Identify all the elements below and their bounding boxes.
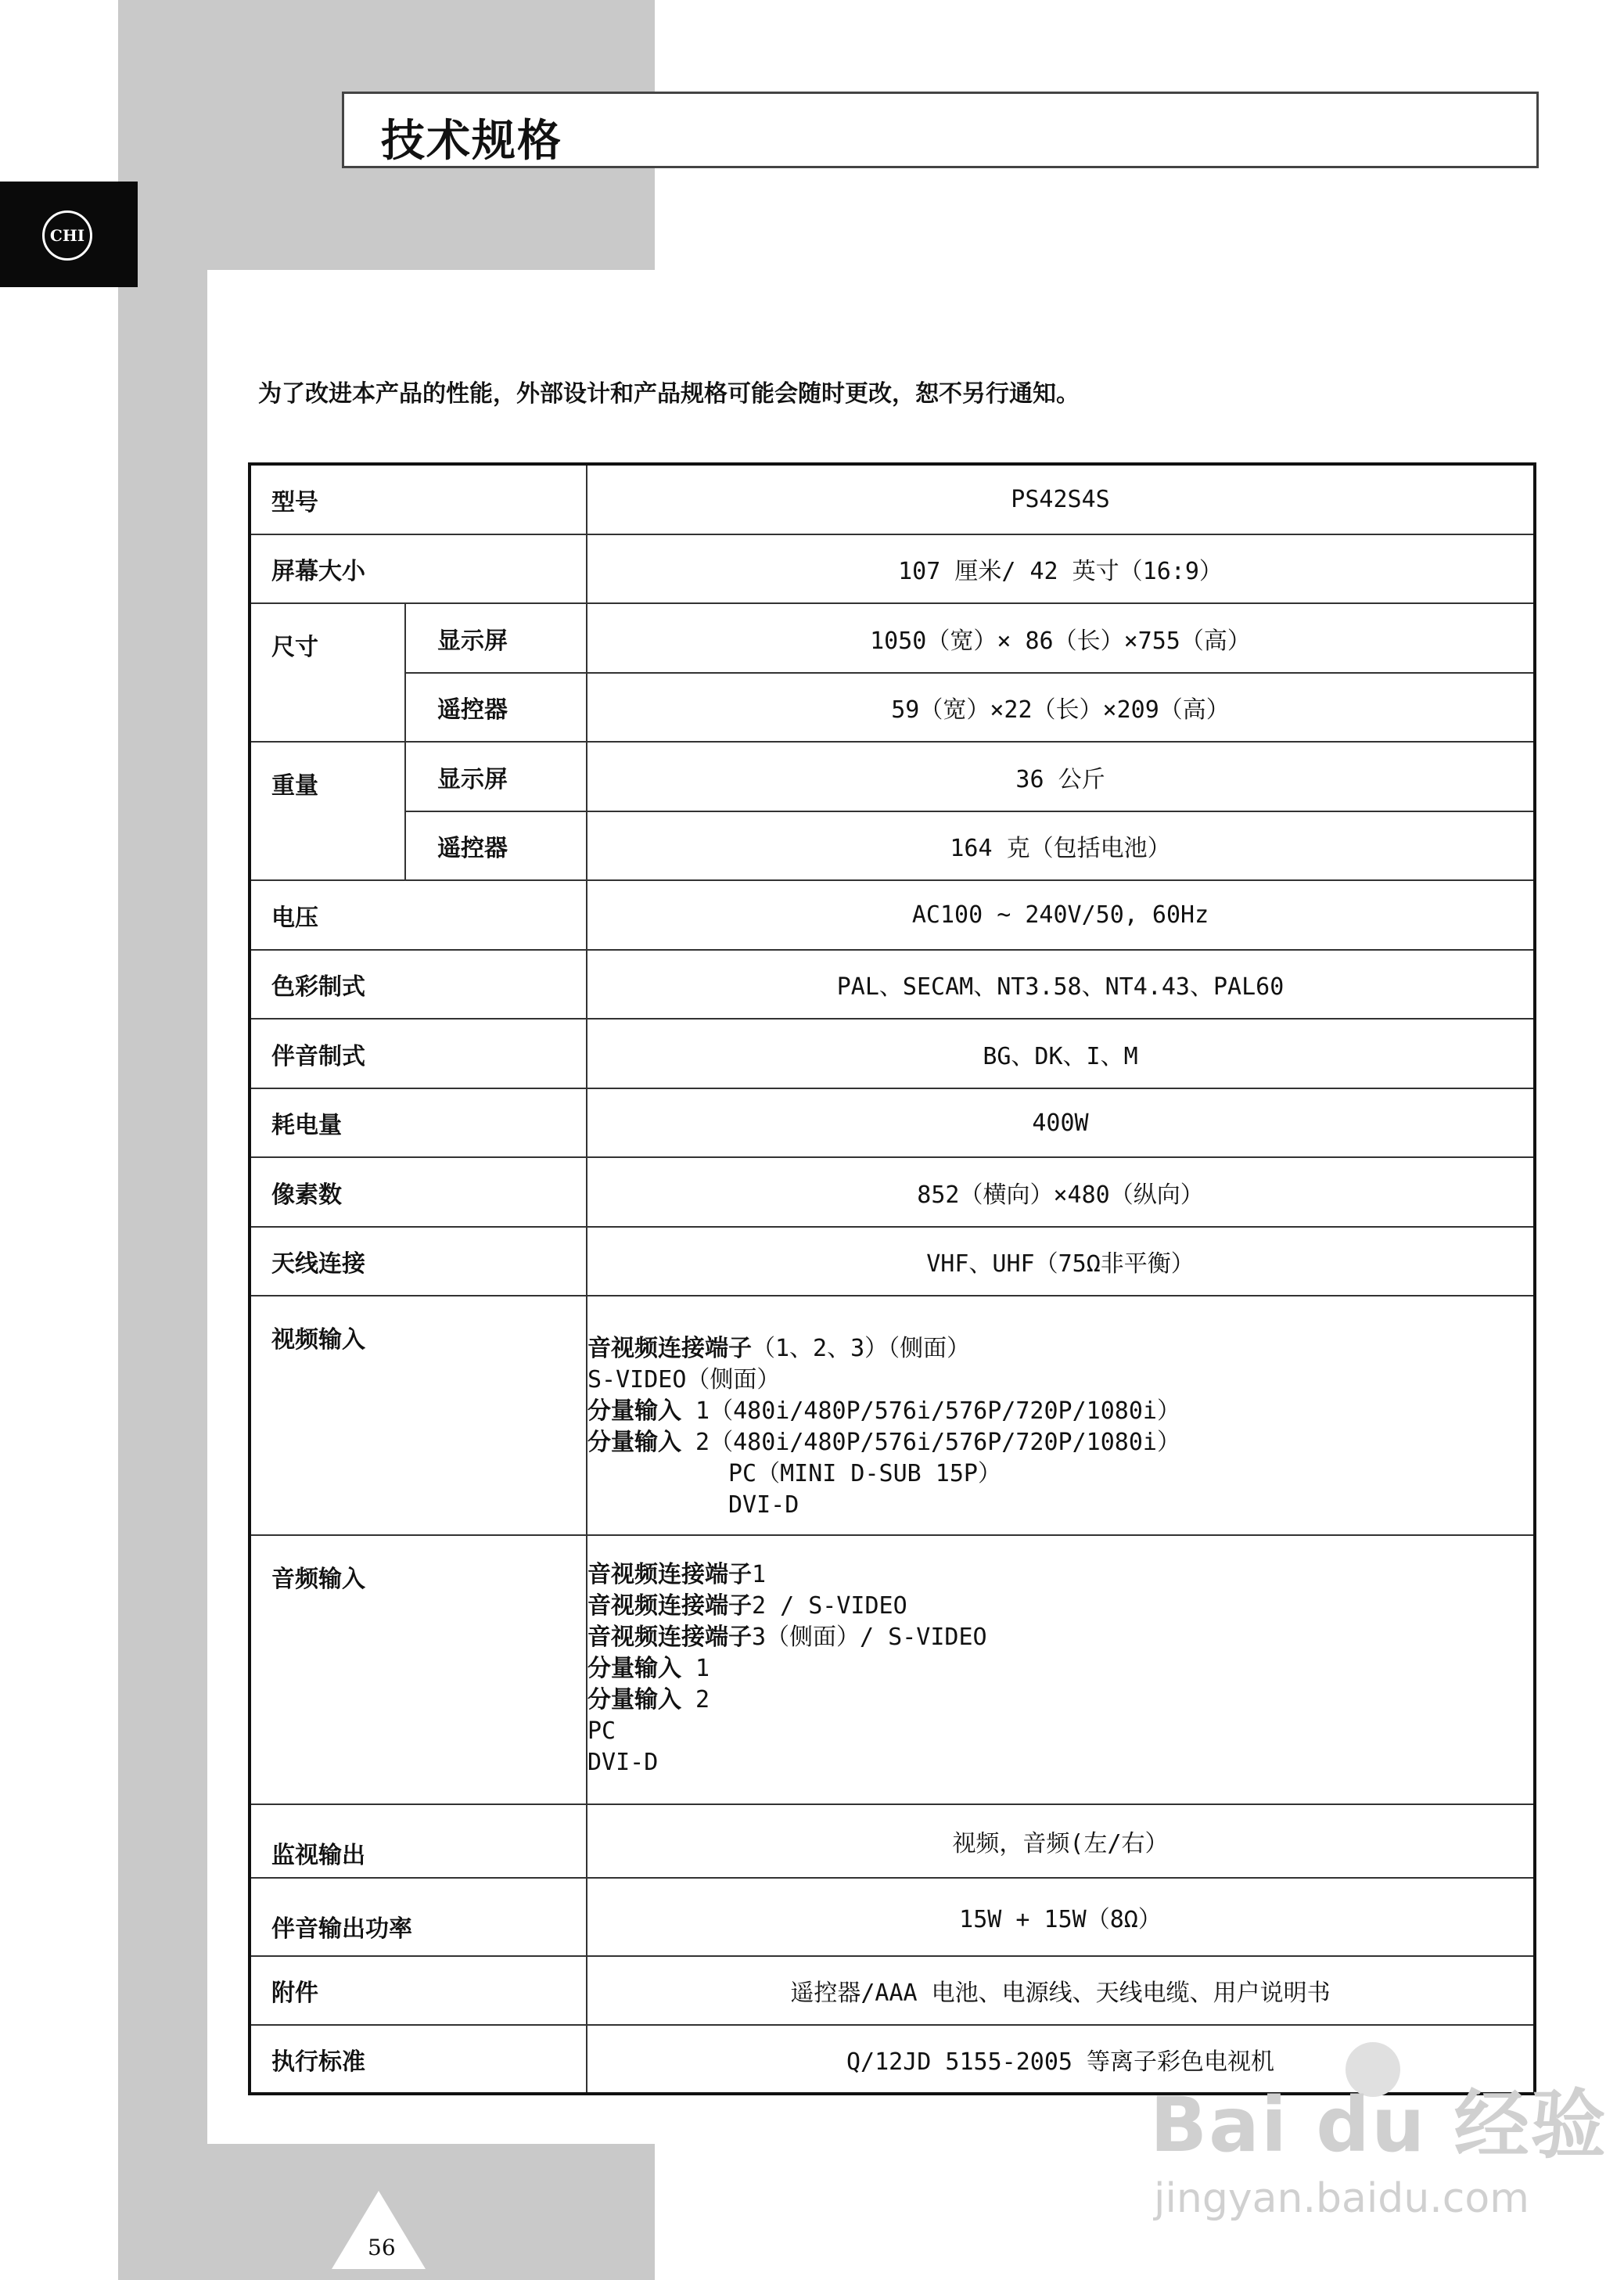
video-input-list (587, 1296, 1535, 1535)
row-value: 视频，音频(左/右） (587, 1804, 1535, 1878)
row-label: 屏幕大小 (250, 534, 587, 603)
list-item: 分量输入 1（480i/480P/576i/576P/720P/1080i） (587, 1397, 1180, 1425)
sub-label: 显示屏 (405, 603, 587, 673)
language-badge: CHI (42, 210, 92, 261)
table-row (250, 742, 1535, 811)
gray-left-band (118, 0, 207, 2144)
row-label: 型号 (250, 464, 587, 534)
table-row (250, 603, 1535, 673)
sub-label: 遥控器 (405, 673, 587, 742)
list-item: S-VIDEO（侧面） (587, 1366, 781, 1394)
table-row (250, 1956, 1535, 2025)
row-value: 36 公斤 (587, 742, 1535, 811)
list-item: 分量输入 2 (587, 1686, 710, 1714)
list-item: 音视频连接端子3（侧面）/ S-VIDEO (587, 1624, 987, 1651)
row-value: 1050（宽）× 86（长）×755（高） (587, 603, 1535, 673)
sub-label: 显示屏 (405, 742, 587, 811)
list-item: DVI-D (728, 1491, 799, 1519)
row-value: 15W + 15W（8Ω） (587, 1878, 1535, 1956)
list-item: 音视频连接端子2 / S-VIDEO (587, 1592, 907, 1620)
sub-label: 遥控器 (405, 811, 587, 880)
row-value: AC100 ~ 240V/50, 60Hz (587, 880, 1535, 950)
row-value: PAL、SECAM、NT3.58、NT4.43、PAL60 (587, 950, 1535, 1019)
row-label: 像素数 (250, 1157, 587, 1227)
row-value: PS42S4S (587, 464, 1535, 534)
list-item: PC (587, 1717, 616, 1745)
row-label: 执行标准 (250, 2025, 587, 2094)
row-label: 视频输入 (250, 1296, 587, 1535)
row-value: 852（横向）×480（纵向） (587, 1157, 1535, 1227)
watermark-brand: Bai du 经验 (1150, 2081, 1608, 2169)
table-row (250, 1296, 1535, 1535)
row-value: Q/12JD 5155-2005 等离子彩色电视机 (587, 2025, 1535, 2094)
row-label: 天线连接 (250, 1227, 587, 1296)
title-box (342, 92, 1539, 168)
table-row (250, 534, 1535, 603)
row-label: 伴音制式 (250, 1019, 587, 1088)
audio-input-list (587, 1535, 1535, 1804)
notice-text: 为了改进本产品的性能，外部设计和产品规格可能会随时更改，恕不另行通知。 (258, 380, 1080, 408)
page-number: 56 (368, 2235, 396, 2260)
list-item: PC（MINI D-SUB 15P） (728, 1460, 1001, 1487)
row-label: 伴音输出功率 (250, 1878, 587, 1956)
list-item: 音视频连接端子1 (587, 1561, 767, 1588)
row-label: 尺寸 (250, 603, 405, 742)
row-value: 107 厘米/ 42 英寸（16:9） (587, 534, 1535, 603)
row-label: 监视输出 (250, 1804, 587, 1878)
table-row (250, 950, 1535, 1019)
table-row (250, 1535, 1535, 1804)
row-value: 164 克（包括电池） (587, 811, 1535, 880)
row-label: 电压 (250, 880, 587, 950)
table-row (250, 1227, 1535, 1296)
list-item: 分量输入 1 (587, 1655, 710, 1682)
row-value: 400W (587, 1088, 1535, 1157)
row-label: 重量 (250, 742, 405, 880)
table-row (250, 1804, 1535, 1878)
table-row (250, 1088, 1535, 1157)
row-label: 色彩制式 (250, 950, 587, 1019)
watermark-url: jingyan.baidu.com (1154, 2175, 1529, 2222)
table-row (250, 811, 1535, 880)
spec-table (248, 462, 1536, 2095)
table-row (250, 1157, 1535, 1227)
table-row (250, 1019, 1535, 1088)
row-label: 附件 (250, 1956, 587, 2025)
list-item: 分量输入 2（480i/480P/576i/576P/720P/1080i） (587, 1429, 1180, 1456)
row-value: BG、DK、I、M (587, 1019, 1535, 1088)
row-value: 遥控器/AAA 电池、电源线、天线电缆、用户说明书 (587, 1956, 1535, 2025)
row-label: 音频输入 (250, 1535, 587, 1804)
row-value: VHF、UHF（75Ω非平衡） (587, 1227, 1535, 1296)
table-row (250, 673, 1535, 742)
table-row (250, 880, 1535, 950)
list-item: DVI-D (587, 1749, 659, 1776)
list-item: 音视频连接端子（1、2、3）（侧面） (587, 1335, 971, 1362)
page-title: 技术规格 (381, 116, 562, 167)
row-label: 耗电量 (250, 1088, 587, 1157)
row-value: 59（宽）×22（长）×209（高） (587, 673, 1535, 742)
table-row (250, 464, 1535, 534)
table-row (250, 1878, 1535, 1956)
